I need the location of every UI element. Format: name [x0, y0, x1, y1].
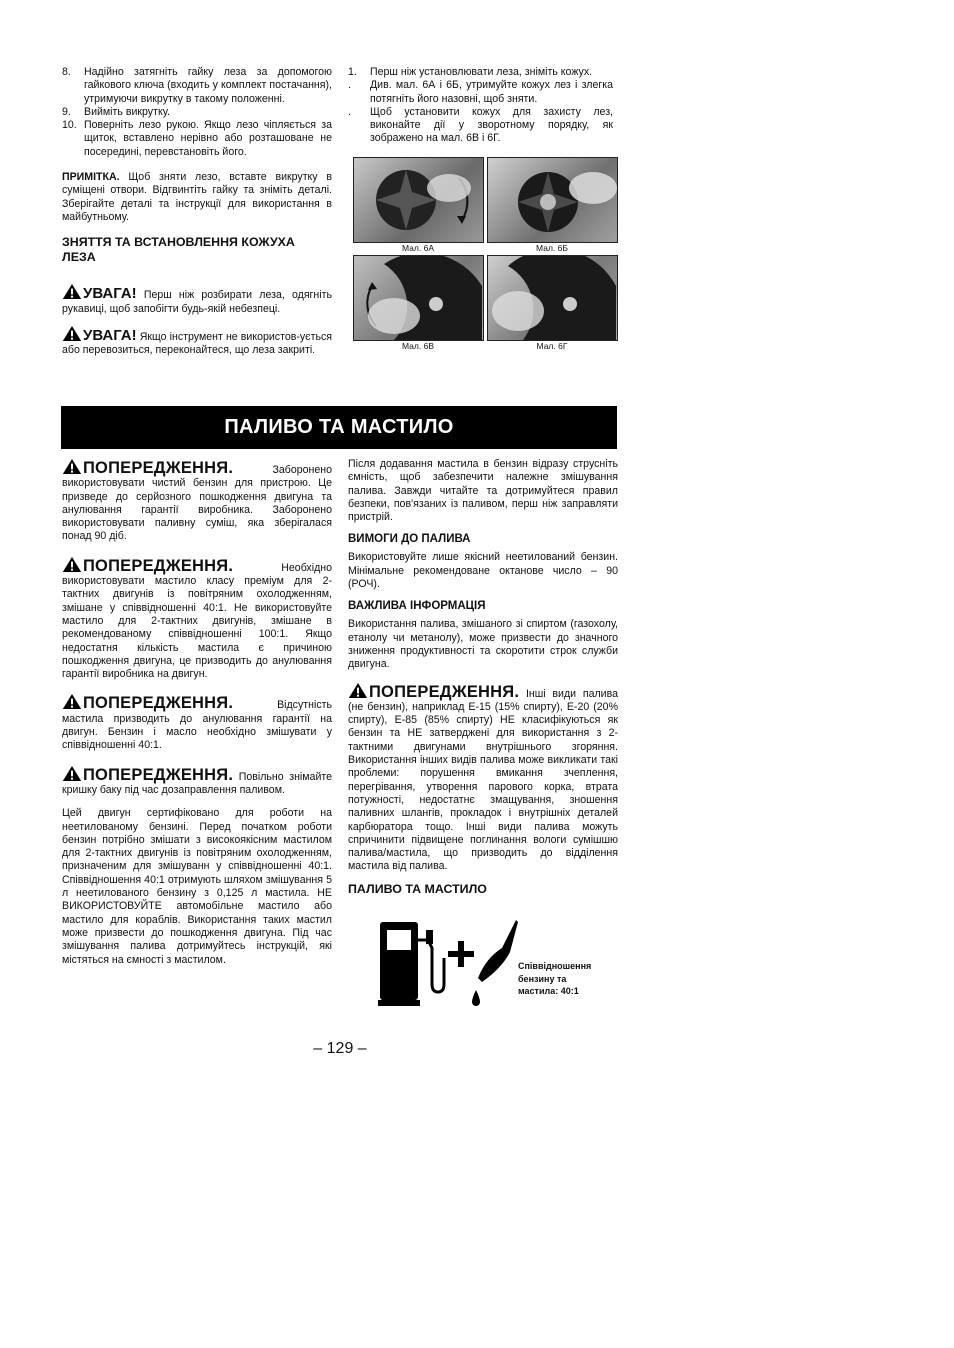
important-info-text: Використання палива, змішаного зі спиртом (газохолу, етанолу чи метанолу), може призвести до значного зниження продуктивності та скоротити строк служби двигуна. [348, 618, 618, 671]
list-item: . Див. мал. 6А і 6Б, утримуйте кожух лез і злегка потягніть його назовні, щоб зняти. [348, 79, 613, 105]
warning-triangle-icon [62, 556, 82, 573]
warning-transport: УВАГА! Якщо інструмент не використов-ується або перевозиться, переконайтеся, що леза закриті. [62, 326, 332, 357]
figure-6b-caption: Мал. 6Б [536, 243, 568, 253]
warning-gloves: УВАГА! Перш ніж розбирати леза, одягніть рукавиці, щоб запобігти будь-якій небезпеці. [62, 285, 332, 315]
list-item: 9. Вийміть викрутку. [62, 105, 170, 118]
mix-ratio-caption: Співвідношення бензину та мастила: 40:1 [518, 961, 592, 996]
warning-triangle-icon [62, 693, 82, 710]
warning-triangle-icon [62, 325, 82, 342]
warning-triangle-icon [62, 283, 82, 300]
fuel-oil-heading: ПАЛИВО ТА МАСТИЛО [348, 881, 487, 896]
step-list-guard [348, 66, 613, 146]
section-banner: ПАЛИВО ТА МАСТИЛО [61, 406, 617, 449]
list-item: 8. Надійно затягніть гайку леза за допомогою гайкового ключа (входить у комплект постачання), утримуючи викрутку в такому положенні. [62, 66, 332, 105]
warning-premium-oil: ПОПЕРЕДЖЕННЯ. Необхідно використовувати мастило класу преміум для 2-тактних двигунів із повітряним охолодженням, змішане у співвідношенні 40:1. Не використовуйте мастило для 2-тактних двигунів, змішане в рекомендованому співвідношенні 100:1. Якщо недостатня кількість мастила є причиною пошкодження двигуна, це призводить до анулювання гарантії виробника на двигун. [62, 556, 332, 681]
list-item: 10. Поверніть лезо рукою. Якщо лезо чіпляється за щиток, вставлено нерівно або розташоване не посередині, перевстановіть його. [62, 119, 332, 158]
warning-pure-gasoline: ПОПЕРЕДЖЕННЯ. Заборонено використовувати чистий бензин для пристрою. Це призведе до серйозного пошкодження двигуна та анулювання гарантії виробника. Заборонено використовувати паливну суміш, яка зберігалася понад 90 діб. [62, 459, 332, 543]
warning-other-fuels: ПОПЕРЕДЖЕННЯ. Інші види палива (не бензин), наприклад E-15 (15% спирту), E-20 (20% спирту), E-85 (85% спирту) НЕ класифікуються як бензин та НЕ затверджені для використання з 2-тактними двигунами внутрішнього згоряння. Використання інших видів палива може викликати такі проблеми: порушення вмикання зчеплення, перегрівання, утворення парового корка, втрата потужності, недостатнє змащування, зношення паливних шлангів, прокладок і внутрішніх деталей карбюратора тощо. Інші види палива можуть спричинити підвищене поглинання вологи сумішшю палива/мастила, що призводить до відділення мастила від палива. [348, 682, 618, 873]
fuel-pump-plus-oil-can-icon [378, 918, 518, 1012]
left-top-column [62, 66, 332, 357]
warning-triangle-icon [62, 765, 82, 782]
note-paragraph: ПРИМІТКА. Щоб зняти лезо, вставте викрутку в суміщені отвори. Відгвинтіть гайку та зніміть деталі. Зберігайте деталі та інструкції для використання в майбутньому. [62, 171, 332, 223]
right-top-column [348, 66, 613, 146]
note-label: ПРИМІТКА. [62, 171, 120, 184]
mixing-intro-paragraph: Після додавання мастила в бензин відразу струсніть ємність, щоб забезпечити належне змішування палива. Завжди читайте та дотримуйтеся правил безпеки, пов'язаних із паливом, перш ніж заправляти пристрій. [348, 458, 618, 524]
warning-no-oil: ПОПЕРЕДЖЕННЯ. Відсутність мастила призводить до анулювання гарантії на двигун. Бензин і масло необхідно змішувати у співвідношенні 40:1. [62, 694, 332, 752]
engine-fuel-paragraph: Цей двигун сертифіковано для роботи на неетилованому бензині. Перед початком роботи бензин потрібно змішати з високоякісним мастилом для 2-тактних двигунів із повітряним охолодженням, призначеним для змішуванн у співвідношенні 40:1. Співвідношення 40:1 отримують шляхом змішування 5 л неетилованого бензину з 0,125 л мастила. НЕ ВИКОРИСТОВУЙТЕ автомобільне мастило або мастило для кораблів. Використання таких мастил може призвести до пошкодження двигуна. Під час змішування палива дотримуйтесь інструкцій, які містяться на ємності з мастилом. [62, 807, 332, 966]
figure-6v-caption: Мал. 6В [402, 341, 434, 351]
important-info-heading: ВАЖЛИВА ІНФОРМАЦІЯ [348, 600, 486, 613]
step-list-blade [62, 66, 332, 159]
figure-6a-caption: Мал. 6А [402, 243, 434, 253]
figure-6v-image [353, 255, 484, 341]
fuel-requirements-heading: ВИМОГИ ДО ПАЛИВА [348, 533, 471, 546]
figure-6b-image [487, 157, 618, 243]
warning-triangle-icon [348, 682, 368, 699]
list-item: . Щоб установити кожух для захисту лез, виконайте дії у зворотному порядку, як зображено на мал. 6В і 6Г. [348, 105, 613, 145]
warning-triangle-icon [62, 458, 82, 475]
figure-6a-image [353, 157, 484, 243]
warning-fuel-cap: ПОПЕРЕДЖЕННЯ. Повільно знімайте кришку баку під час дозаправлення паливом. [62, 765, 332, 796]
left-bottom-column [62, 458, 332, 967]
list-item: 1. Перш ніж установлювати леза, зніміть кожух. [348, 66, 593, 78]
figure-6g-caption: Мал. 6Г [536, 341, 568, 351]
page-number: – 129 – [313, 1040, 367, 1057]
section-heading-guard: ЗНЯТТЯ ТА ВСТАНОВЛЕННЯ КОЖУХА ЛЕЗА [62, 235, 295, 265]
fuel-oil-illustration [378, 918, 518, 1012]
right-bottom-column [348, 458, 618, 897]
figure-6g-image [487, 255, 618, 341]
fuel-requirements-text: Використовуйте лише якісний неетилований бензин. Мінімальне рекомендоване октанове число – 90 (РОЧ). [348, 551, 618, 591]
